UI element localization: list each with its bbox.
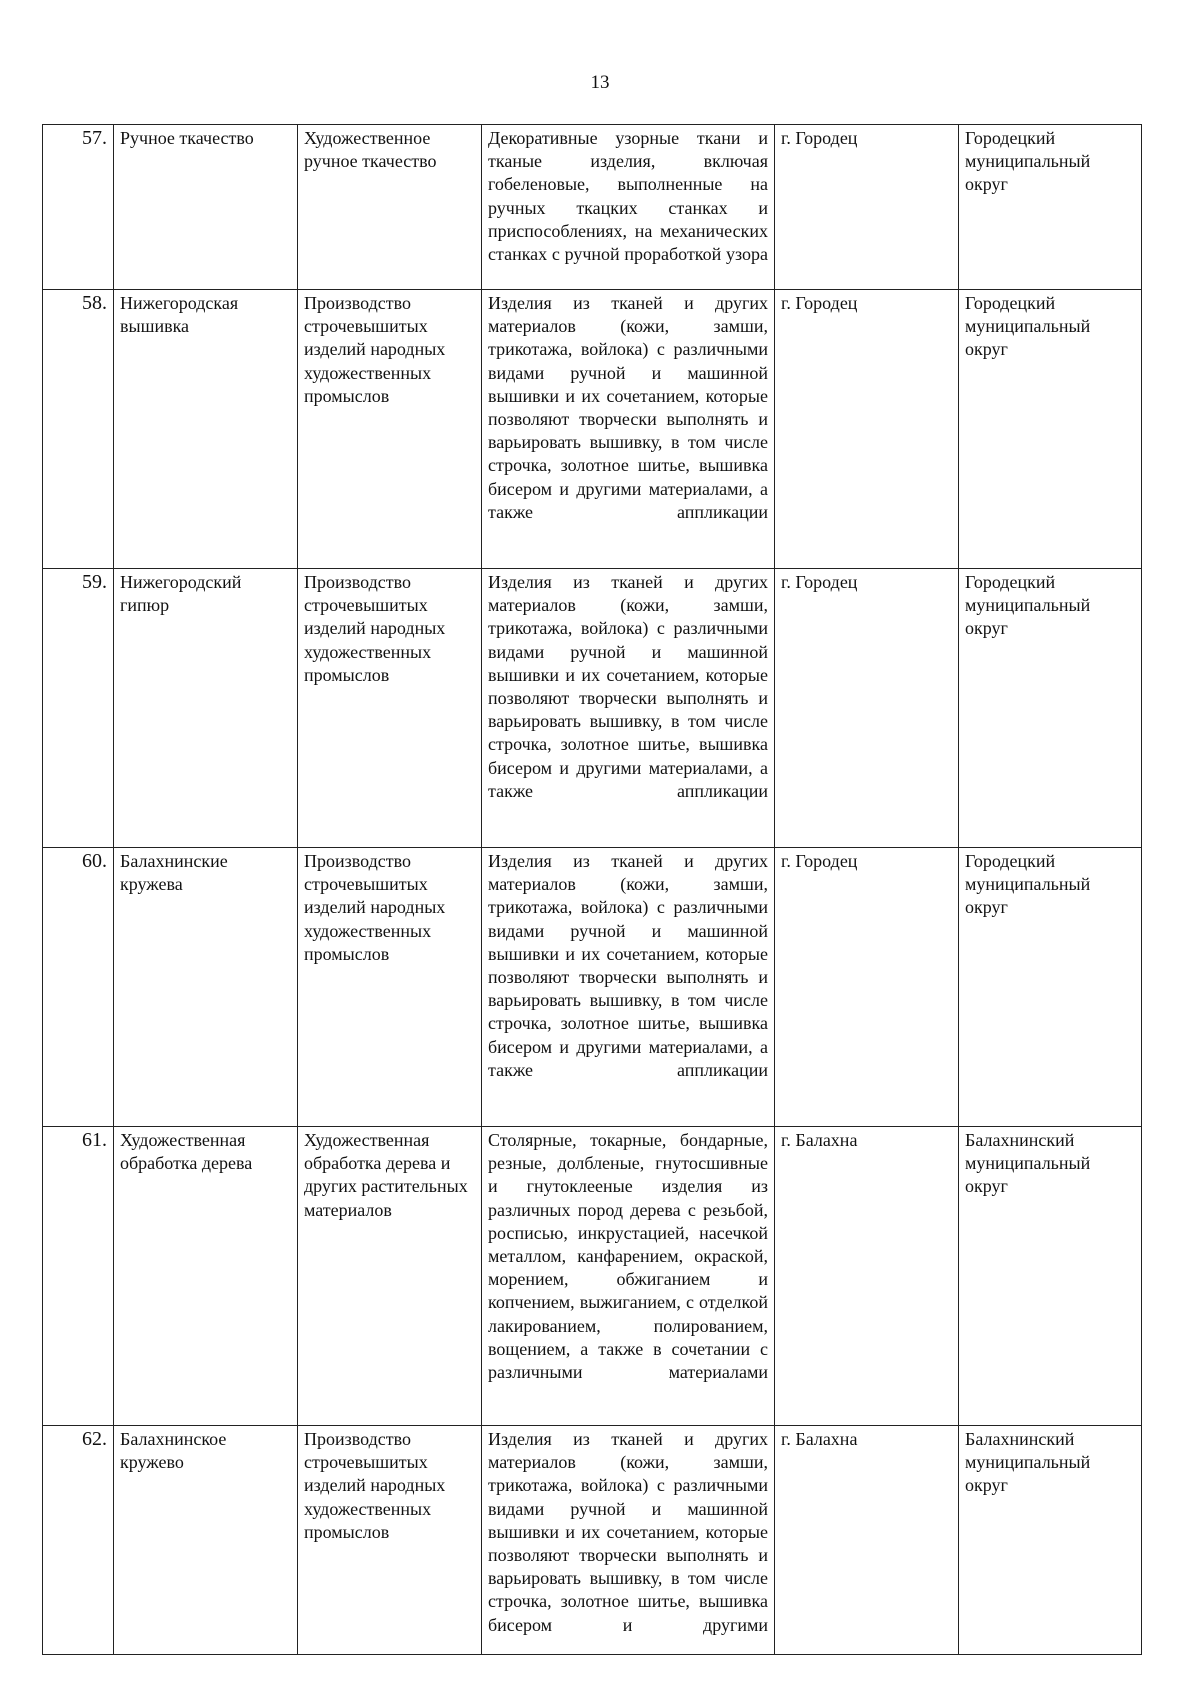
craft-location: г. Балахна <box>775 1426 959 1655</box>
table-row <box>43 848 1142 1127</box>
craft-description: Изделия из тканей и других материалов (кожи, замши, трикотажа, войлока) с различными видами ручной и машинной вышивки и их сочетанием, которые позволяют творчески выполнять и варьировать вышивку, в том числе строчка, золотное шитье, вышивка бисером и другими <box>482 1426 775 1655</box>
row-number: 57. <box>43 125 114 290</box>
craft-type: Художественное ручное ткачество <box>298 125 482 290</box>
craft-name: Балахнинские кружева <box>114 848 298 1127</box>
craft-description: Декоративные узорные ткани и тканые изделия, включая гобеленовые, выполненные на ручных ткацких станках и приспособлениях, на механических станках с ручной проработкой узора <box>482 125 775 290</box>
craft-type: Художественная обработка дерева и других растительных материалов <box>298 1127 482 1426</box>
craft-location: г. Городец <box>775 125 959 290</box>
crafts-registry-table <box>42 124 1142 1655</box>
craft-location: г. Городец <box>775 848 959 1127</box>
table-row <box>43 125 1142 290</box>
craft-description: Изделия из тканей и других материалов (кожи, замши, трикотажа, войлока) с различными видами ручной и машинной вышивки и их сочетанием, которые позволяют творчески выполнять и варьировать вышивку, в том числе строчка, золотное шитье, вышивка бисером и другими материалами, а также аппликации <box>482 569 775 848</box>
craft-type: Производство строчевышитых изделий народных художественных промыслов <box>298 848 482 1127</box>
row-number: 61. <box>43 1127 114 1426</box>
page-number: 13 <box>590 72 610 93</box>
craft-district: Городецкий муниципальный округ <box>959 848 1142 1127</box>
craft-district: Городецкий муниципальный округ <box>959 125 1142 290</box>
craft-type: Производство строчевышитых изделий народных художественных промыслов <box>298 290 482 569</box>
craft-district: Городецкий муниципальный округ <box>959 569 1142 848</box>
craft-description: Столярные, токарные, бондарные, резные, долбленые, гнутосшивные и гнутоклееные изделия из различных пород дерева с резьбой, росписью, инкрустацией, насечкой металлом, канфарением, окраской, морением, обжиганием и копчением, выжиганием, с отделкой лакированием, полированием, вощением, а также в сочетании с различными материалами <box>482 1127 775 1426</box>
craft-district: Городецкий муниципальный округ <box>959 290 1142 569</box>
craft-name: Нижегородская вышивка <box>114 290 298 569</box>
craft-name: Ручное ткачество <box>114 125 298 290</box>
craft-type: Производство строчевышитых изделий народных художественных промыслов <box>298 1426 482 1655</box>
craft-name: Художественная обработка дерева <box>114 1127 298 1426</box>
row-number: 59. <box>43 569 114 848</box>
table-row <box>43 569 1142 848</box>
row-number: 62. <box>43 1426 114 1655</box>
row-number: 58. <box>43 290 114 569</box>
table-row <box>43 1426 1142 1655</box>
craft-type: Производство строчевышитых изделий народных художественных промыслов <box>298 569 482 848</box>
craft-location: г. Городец <box>775 569 959 848</box>
craft-district: Балахнинский муниципальный округ <box>959 1426 1142 1655</box>
table-row <box>43 290 1142 569</box>
row-number: 60. <box>43 848 114 1127</box>
table-row <box>43 1127 1142 1426</box>
craft-description: Изделия из тканей и других материалов (кожи, замши, трикотажа, войлока) с различными видами ручной и машинной вышивки и их сочетанием, которые позволяют творчески выполнять и варьировать вышивку, в том числе строчка, золотное шитье, вышивка бисером и другими материалами, а также аппликации <box>482 290 775 569</box>
craft-name: Балахнинское кружево <box>114 1426 298 1655</box>
craft-description: Изделия из тканей и других материалов (кожи, замши, трикотажа, войлока) с различными видами ручной и машинной вышивки и их сочетанием, которые позволяют творчески выполнять и варьировать вышивку, в том числе строчка, золотное шитье, вышивка бисером и другими материалами, а также аппликации <box>482 848 775 1127</box>
craft-location: г. Городец <box>775 290 959 569</box>
craft-location: г. Балахна <box>775 1127 959 1426</box>
craft-district: Балахнинский муниципальный округ <box>959 1127 1142 1426</box>
craft-name: Нижегородский гипюр <box>114 569 298 848</box>
